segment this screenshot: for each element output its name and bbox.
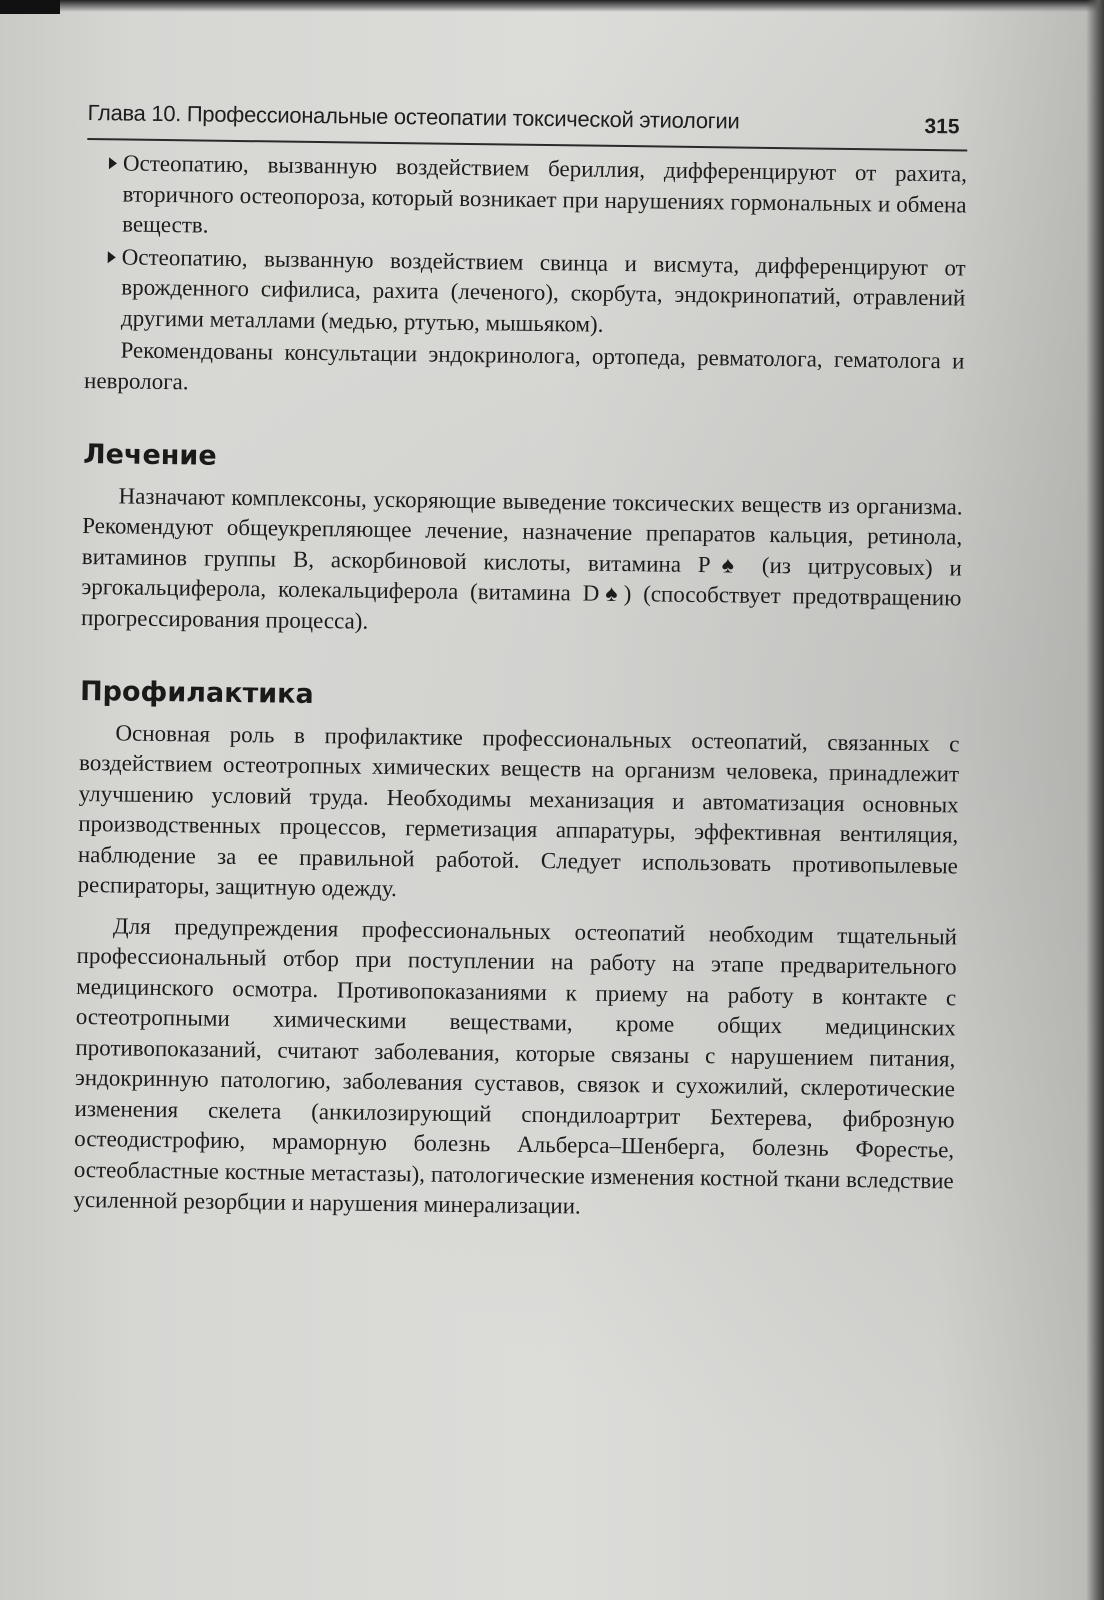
list-item [86, 148, 967, 251]
list-item-text: Остеопатию, вызванную воздействием бериллия, дифференцируют от рахита, вторичного остеопороза, который возникает при нарушениях гормональных и обмена веществ. [122, 150, 968, 238]
prevention-paragraph: Основная роль в профилактике профессиональных остеопатий, связанных с воздействием остеотропных химических веществ на организм человека, принадлежит улучшению условий труда. Необходимы механизация и автоматизация основных производственных процессов, герметизация аппаратуры, эффективная вентиляция, наблюдение за ее правильной работой. Следует использовать противопылевые респираторы, защитную одежду. [77, 719, 960, 902]
bullet-triangle-icon [108, 251, 116, 263]
prevention-paragraph: Для предупреждения профессиональных остеопатий необходим тщательный профессиональный отбор при поступлении на работу на этапе предварительного медицинского осмотра. Противопоказаниями к приему на работу в контакте с остеотропными химическими веществами, кроме общих медицинских противопоказаний, считают заболевания, которые связаны с нарушением питания, эндокринную патологию, заболевания суставов, связок и сухожилий, склеротические изменения скелета (анкилозирующий спондилоартрит Бехтерева, фиброзную остеодистрофию, мраморную болезнь Альберса–Шенберга, болезнь Форестье, остеобластные костные метастазы), патологические изменения костной ткани вследствие усиленной резорбции и нарушения минерализации. [73, 912, 958, 1219]
page-body [73, 148, 967, 1227]
bullet-triangle-icon [109, 157, 117, 169]
scan-right-edge [1086, 0, 1104, 1600]
running-head: Глава 10. Профессиональные остеопатии токсической этиологии [87, 99, 740, 134]
page-header [87, 86, 968, 152]
section-heading-treatment: Лечение [82, 438, 217, 472]
scan-corner-shadow [0, 0, 60, 14]
list-item [85, 241, 966, 344]
list-item-text: Остеопатию, вызванную воздействием свинца и висмута, дифференцируют от врожденного сифилиса, рахита (леченого), скорбута, эндокринопатий, отравлений другими металлами (медью, ртутью, мышьяком). [120, 243, 966, 337]
page-content [73, 86, 968, 1227]
consultation-paragraph: Рекомендованы консультации эндокринолога, ортопеда, ревматолога, гематолога и невролога. [83, 337, 965, 394]
treatment-paragraph: Назначают комплексоны, ускоряющие выведение токсических веществ из организма. Рекомендуют общеукрепляющее лечение, назначение препаратов кальция, ретинола, витаминов группы B, аскорбиновой кислоты, витамина P♠ (из цитрусовых) и эргокальциферола, колекальциферола (витамина D♠) (способствует предотвращению прогрессирования процесса). [80, 482, 963, 634]
page-number: 315 [924, 114, 960, 139]
scan-top-shadow [0, 0, 1104, 12]
section-heading-prevention: Профилактика [79, 675, 314, 711]
